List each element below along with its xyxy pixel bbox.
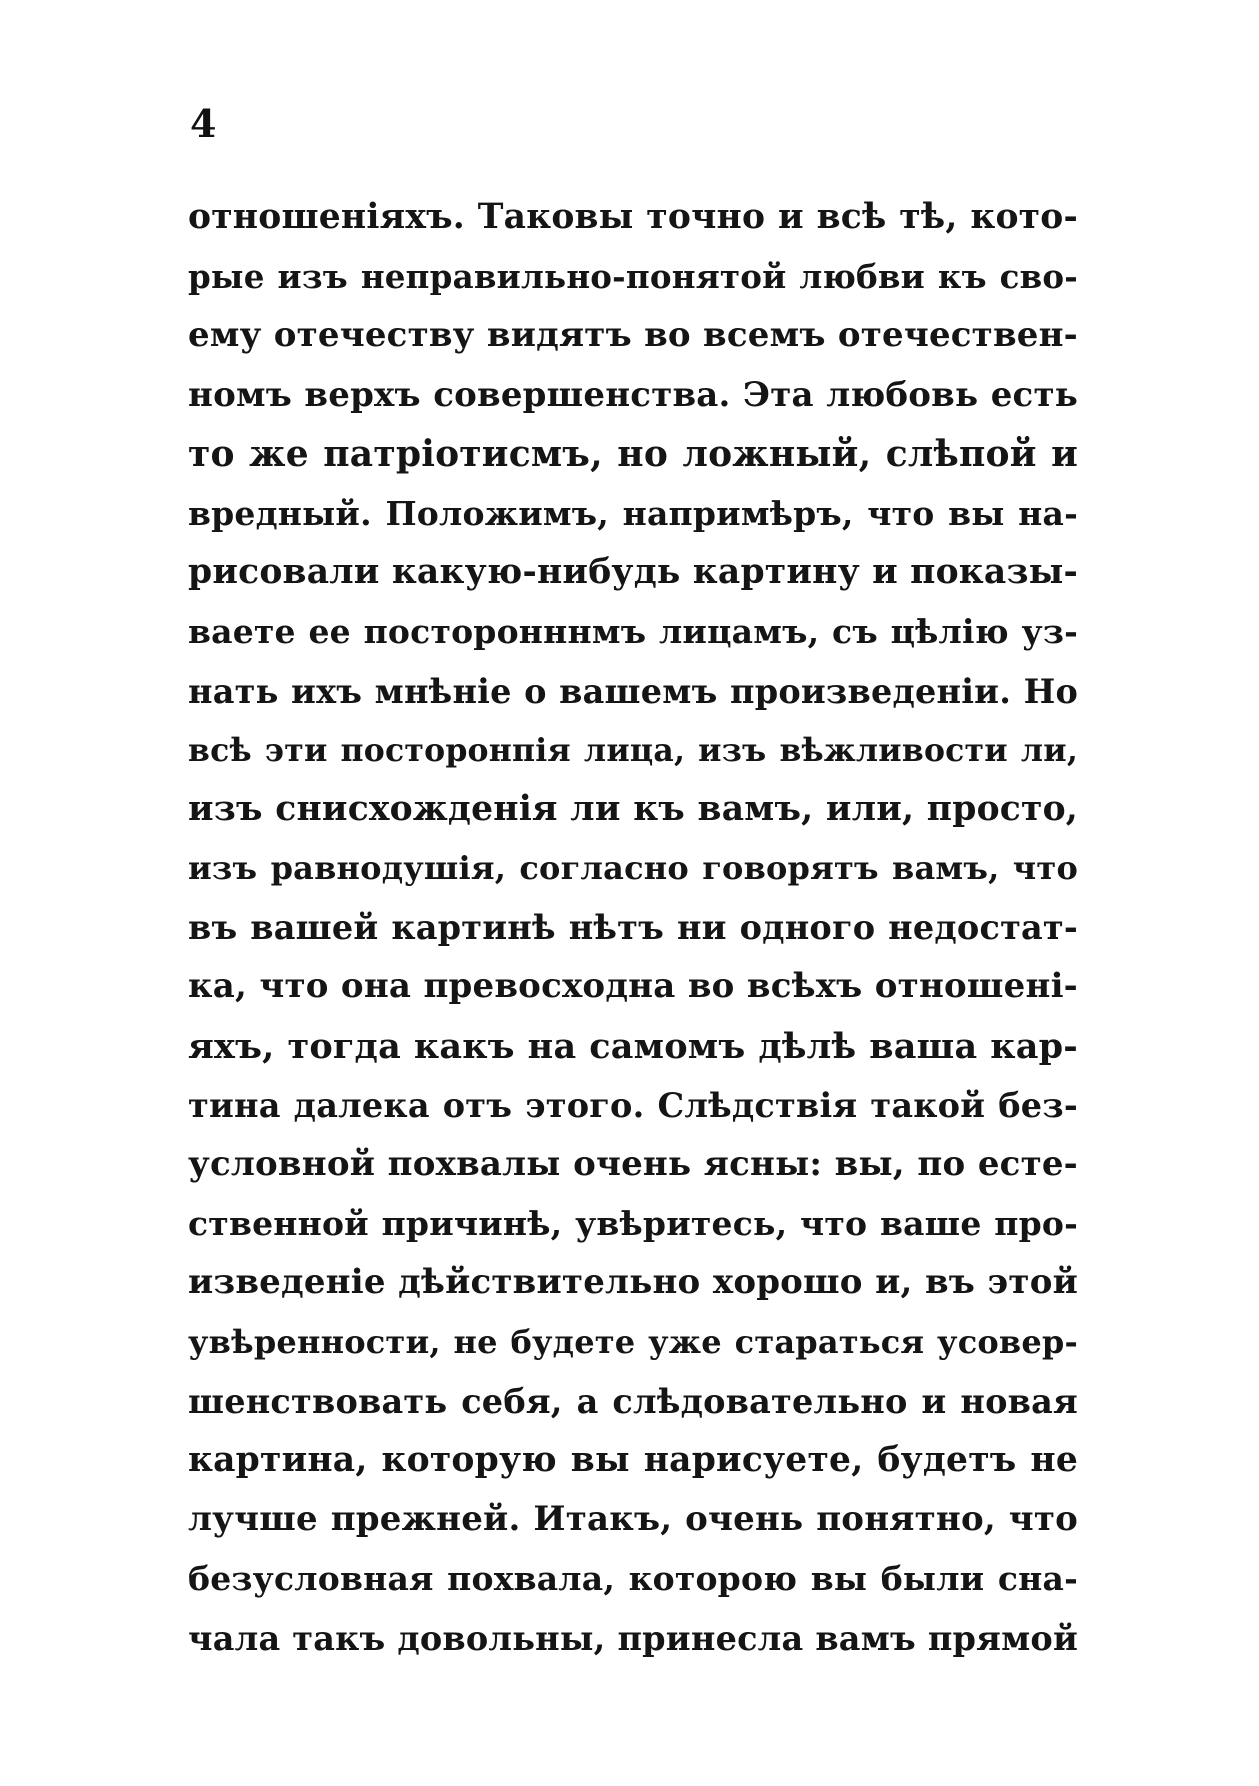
text-line: вредный. Положимъ, напримѣръ, что вы на- [188,493,1078,533]
text-line: рые изъ неправильно-понятой любви къ сво- [188,257,1078,297]
text-line: изведеніе дѣйствительно хорошо и, въ этой [188,1262,1078,1303]
text-line: изъ снисхожденія ли къ вамъ, или, просто, [188,788,1078,829]
text-line: лучше прежней. Итакъ, очень понятно, что [188,1499,1078,1540]
text-line: тина далека отъ этого. Слѣдствія такой без- [188,1085,1078,1125]
text-line: изъ равнодушія, согласно говорятъ вамъ, что [188,849,1078,888]
text-line: нать ихъ мнѣніе о вашемъ произведеніи. Но [188,671,1078,711]
text-line: яхъ, тогда какъ на самомъ дѣлѣ ваша кар- [188,1025,1078,1067]
text-line: ваете ее посторонннмъ лицамъ, съ цѣлію уз- [188,612,1078,652]
text-line: условной похвалы очень ясны: вы, по есте- [188,1144,1078,1184]
text-line: безусловная похвала, которою вы были сна- [188,1559,1078,1599]
text-line: ему отечеству видятъ во всемъ отечествен- [188,315,1078,356]
page-number: 4 [190,101,217,146]
text-line: шенствовать себя, а слѣдовательно и новая [188,1381,1078,1421]
text-line: въ вашей картинѣ нѣтъ ни одного недостат- [188,908,1078,948]
text-line: картина, которую вы нарисуете, будетъ не [188,1439,1078,1480]
text-line: то же патріотисмъ, но ложный, слѣпой и [188,432,1078,475]
text-line: номъ верхъ совершенства. Эта любовь есть [188,374,1078,415]
text-line: ка, что она превосходна во всѣхъ отношені- [188,966,1078,1007]
text-line: ственной причинѣ, увѣритесь, что ваше про- [188,1204,1078,1244]
text-line: чала такъ довольны, принесла вамъ прямой [188,1618,1078,1658]
text-line: всѣ эти посторонпія лица, изъ вѣжливости ли, [188,731,1078,769]
text-line: рисовали какую-нибудь картину и показы- [188,552,1078,593]
text-line: увѣренности, не будете уже стараться усовер- [188,1322,1078,1361]
body-text [188,188,1078,1668]
text-line: отношеніяхъ. Таковы точно и всѣ тѣ, кото- [188,197,1078,237]
